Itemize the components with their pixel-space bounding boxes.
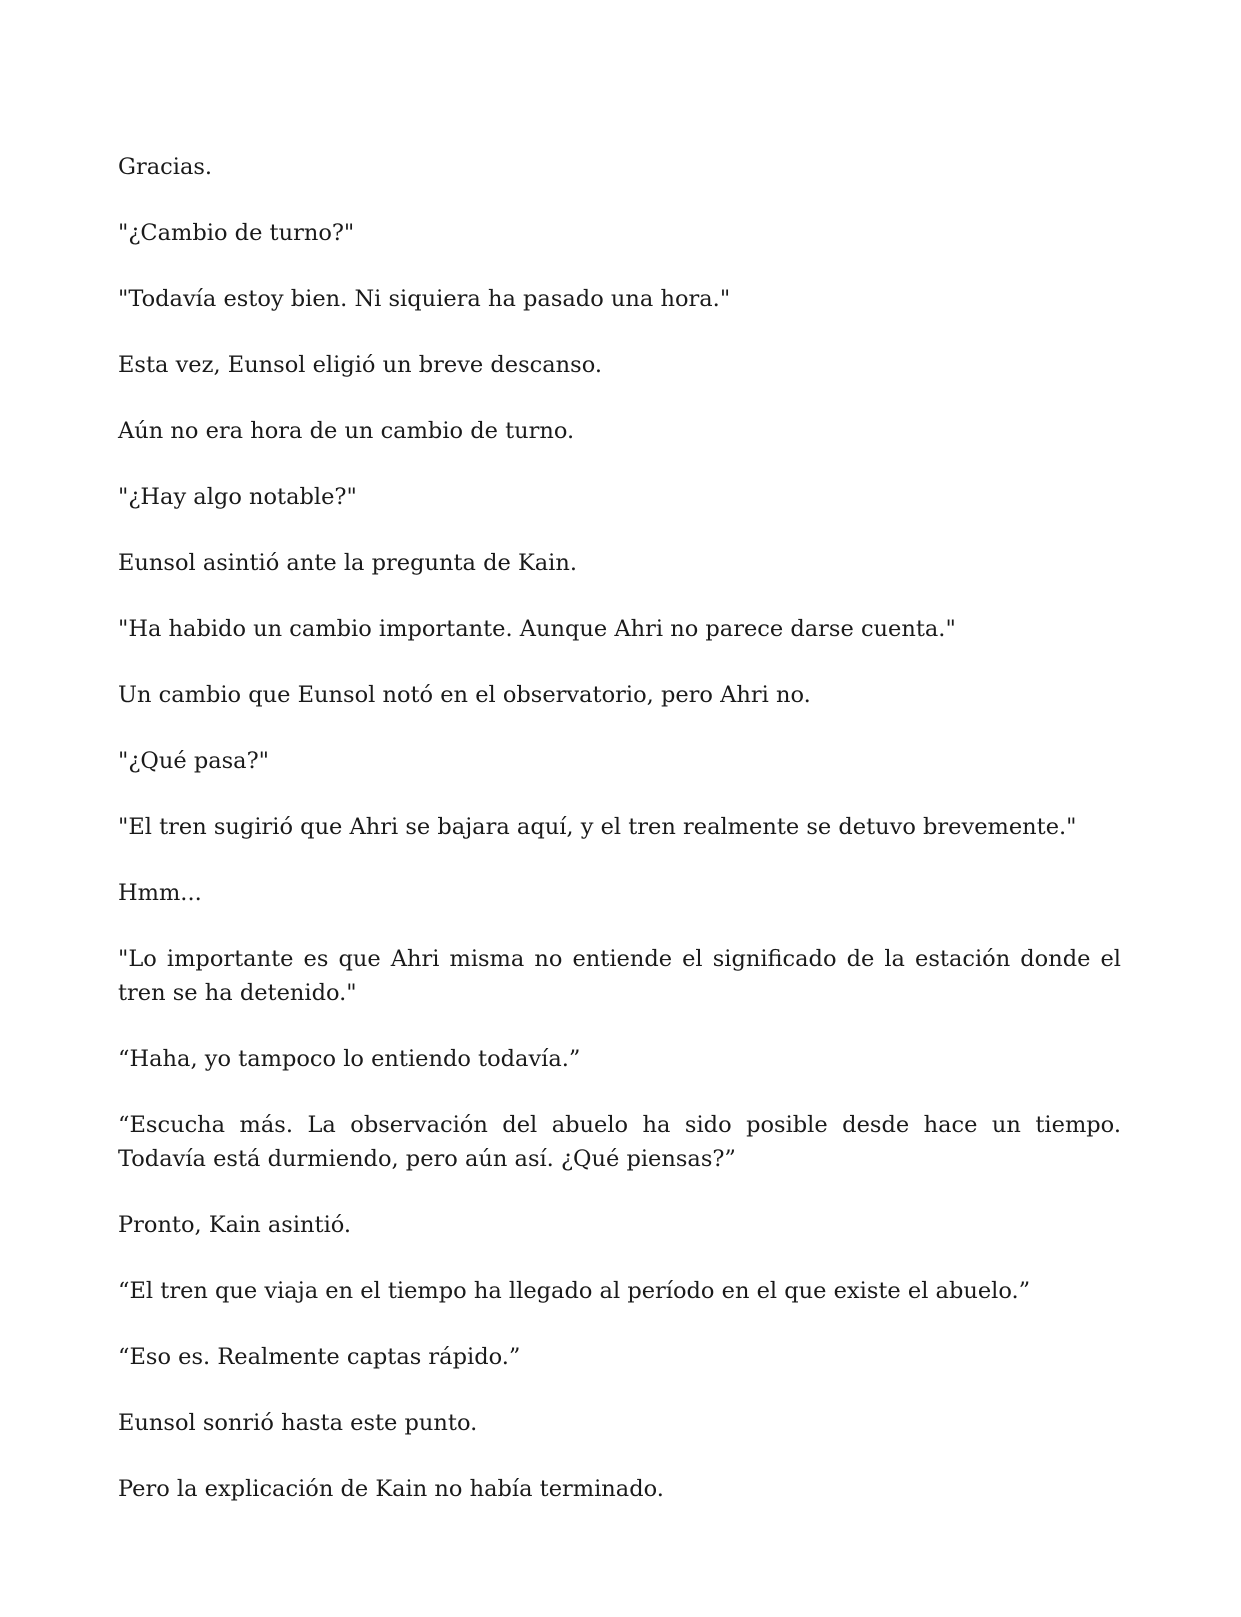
paragraph: “El tren que viaja en el tiempo ha llegado al período en el que existe el abuelo.” bbox=[118, 1278, 1031, 1304]
paragraph: "¿Hay algo notable?" bbox=[118, 484, 357, 510]
paragraph: "Lo importante es que Ahri misma no entiende el significado de la estación donde el tren se ha detenido." bbox=[118, 946, 1121, 1006]
document-body bbox=[118, 150, 1121, 1506]
paragraph: "¿Qué pasa?" bbox=[118, 748, 270, 774]
paragraph: Aún no era hora de un cambio de turno. bbox=[118, 418, 575, 444]
paragraph: "Ha habido un cambio importante. Aunque Ahri no parece darse cuenta." bbox=[118, 616, 956, 642]
paragraph: "El tren sugirió que Ahri se bajara aquí, y el tren realmente se detuvo brevemente." bbox=[118, 814, 1077, 840]
paragraph: “Haha, yo tampoco lo entiendo todavía.” bbox=[118, 1046, 581, 1072]
paragraph: "Todavía estoy bien. Ni siquiera ha pasado una hora." bbox=[118, 286, 731, 312]
paragraph: "¿Cambio de turno?" bbox=[118, 220, 355, 246]
paragraph: Pero la explicación de Kain no había terminado. bbox=[118, 1476, 664, 1502]
paragraph: “Escucha más. La observación del abuelo ha sido posible desde hace un tiempo. Todavía está durmiendo, pero aún así. ¿Qué piensas?” bbox=[118, 1112, 1121, 1172]
paragraph: Gracias. bbox=[118, 154, 213, 180]
paragraph: Hmm... bbox=[118, 880, 202, 906]
paragraph: Esta vez, Eunsol eligió un breve descanso. bbox=[118, 352, 603, 378]
paragraph: Pronto, Kain asintió. bbox=[118, 1212, 352, 1238]
paragraph: Eunsol asintió ante la pregunta de Kain. bbox=[118, 550, 578, 576]
paragraph: “Eso es. Realmente captas rápido.” bbox=[118, 1344, 521, 1370]
paragraph: Eunsol sonrió hasta este punto. bbox=[118, 1410, 478, 1436]
paragraph: Un cambio que Eunsol notó en el observatorio, pero Ahri no. bbox=[118, 682, 811, 708]
